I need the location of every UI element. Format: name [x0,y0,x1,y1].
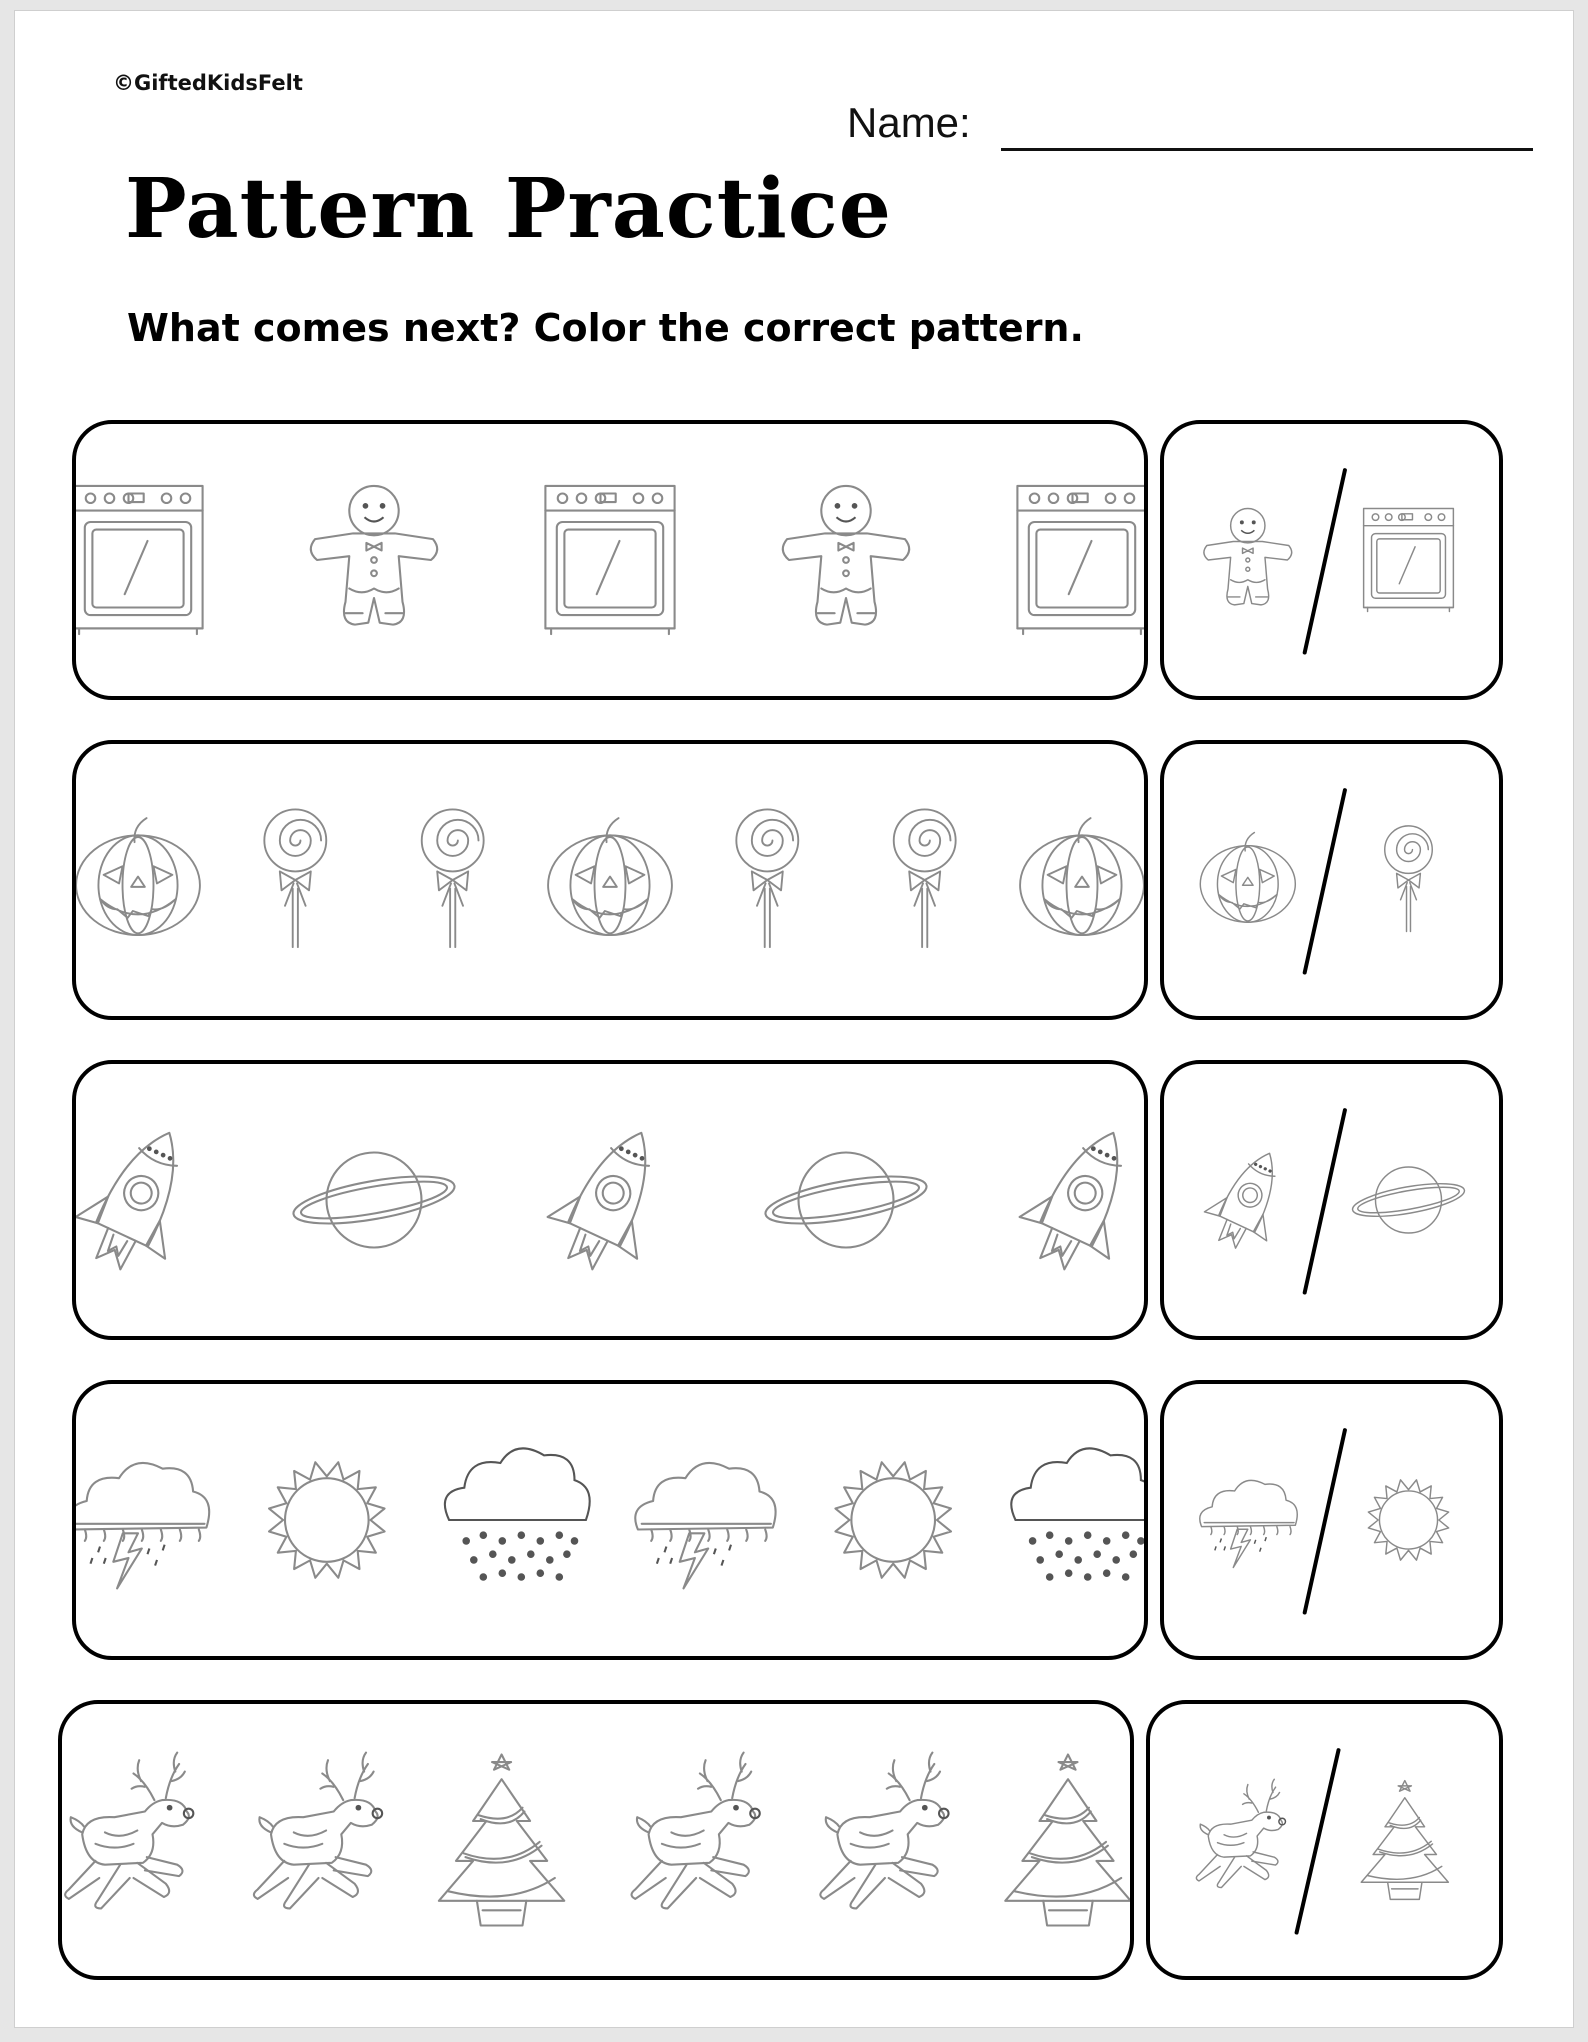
pumpkin-icon [1020,818,1144,935]
pattern-row-5-answer[interactable] [1146,1700,1503,1980]
rocket-icon [1008,1112,1144,1285]
oven-icon [76,486,203,634]
row-5-answer-art [1150,1704,1499,1976]
row-5-sequence-art [62,1704,1130,1976]
name-write-line[interactable] [1001,148,1533,151]
reindeer-icon [632,1753,760,1909]
lollipop-icon [422,809,484,947]
planet-icon [762,1153,930,1248]
row-3-sequence-art [76,1064,1144,1336]
divider-slash [1305,470,1345,652]
pattern-row-4-answer[interactable] [1160,1380,1503,1660]
row-2-answer-art [1164,744,1499,1016]
sun-icon[interactable] [1368,1480,1448,1560]
row-2-sequence-art [76,744,1144,1016]
lollipop-icon [264,809,326,947]
pattern-row-2-sequence [72,740,1148,1020]
name-label: Name: [847,99,971,146]
gingerbread-icon[interactable] [1204,509,1292,605]
sun-icon [835,1462,951,1578]
pumpkin-icon [548,818,672,935]
gingerbread-icon [311,486,437,625]
pattern-row-1-sequence [72,420,1148,700]
reindeer-icon [254,1753,382,1909]
storm-cloud-icon [76,1463,209,1588]
snow-cloud-icon [1011,1448,1144,1580]
christmas-tree-icon [1005,1755,1130,1926]
row-1-answer-art [1164,424,1499,696]
storm-cloud-icon[interactable] [1200,1480,1297,1567]
oven-icon [1017,486,1144,634]
copyright-text: ©GiftedKidsFelt [113,71,303,95]
lollipop-icon [894,809,956,947]
sun-icon [269,1462,385,1578]
rocket-icon [536,1112,687,1285]
planet-icon[interactable] [1350,1167,1466,1233]
reindeer-icon[interactable] [1196,1779,1285,1887]
instructions: What comes next? Color the correct pattern. [127,306,1084,350]
row-4-answer-art [1164,1384,1499,1656]
row-4-sequence-art [76,1384,1144,1656]
divider-slash [1305,790,1345,972]
pattern-row-3-answer[interactable] [1160,1060,1503,1340]
page-title: Pattern Practice [125,161,892,257]
reindeer-icon [820,1753,948,1909]
lollipop-icon[interactable] [1385,826,1433,932]
rocket-icon[interactable] [1196,1139,1301,1259]
row-3-answer-art [1164,1064,1499,1336]
pattern-row-4-sequence [72,1380,1148,1660]
lollipop-icon [736,809,798,947]
reindeer-icon [65,1753,193,1909]
oven-icon[interactable] [1364,509,1454,612]
pattern-row-3-sequence [72,1060,1148,1340]
pumpkin-icon[interactable] [1200,832,1295,922]
snow-cloud-icon [445,1448,590,1580]
planet-icon [290,1153,458,1248]
pattern-row-1-answer[interactable] [1160,420,1503,700]
rocket-icon [76,1112,214,1285]
gingerbread-icon [783,486,909,625]
pumpkin-icon [76,818,200,935]
divider-slash [1305,1110,1345,1292]
storm-cloud-icon [635,1463,775,1588]
pattern-row-5-sequence [58,1700,1134,1980]
oven-icon [545,486,674,634]
divider-slash [1297,1750,1339,1932]
christmas-tree-icon[interactable] [1361,1781,1448,1900]
pattern-row-2-answer[interactable] [1160,740,1503,1020]
christmas-tree-icon [439,1755,564,1926]
row-1-sequence-art [76,424,1144,696]
divider-slash [1305,1430,1345,1612]
